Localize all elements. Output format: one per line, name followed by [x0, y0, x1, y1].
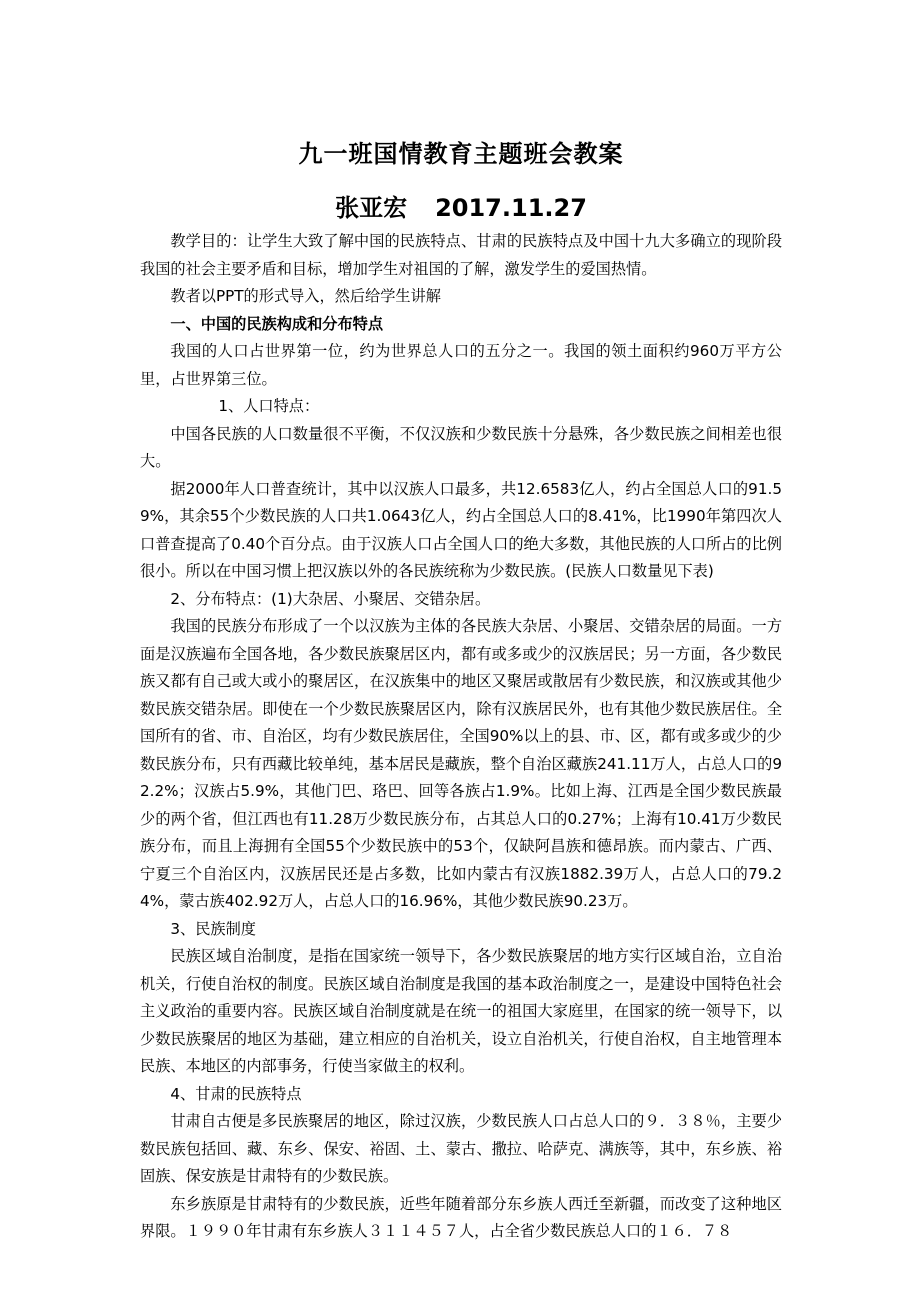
subheading-population: 1、人口特点： — [218, 397, 320, 415]
author-name: 张亚宏 — [335, 194, 408, 222]
body-paragraph: 我国的民族分布形成了一个以汉族为主体的各民族大杂居、小聚居、交错杂居的局面。一方面是汉族遍布全国各地，各少数民族聚居区内，都有或多或少的汉族居民；另一方面，各少数民族又都有自己或大或小的聚居区，在汉族集中的地区又聚居或散居有少数民族，和汉族或其他少数民族交错杂居。即使在一个少数民族聚居区内，除有汉族居民外，也有其他少数民族居住。全国所有的省、市、自治区，均有少数民族居住，全国90%以上的县、市、区，都有或多或少的少数民族分布，只有西藏比较单纯，基本居民是藏族，整个自治区藏族241.11万人，占总人口的92.2%；汉族占5.9%，其他门巴、珞巴、回等各族占1.9%。比如上海、江西是全国少数民族最少的两个省，但江西也有11.28万少数民族分布，占其总人口的0.27%；上海有10.41万少数民族分布，而且上海拥有全国55个少数民族中的53个，仅缺阿昌族和德昂族。而内蒙古、广西、宁夏三个自治区内，汉族居民还是占多数，比如内蒙古有汉族1882.39万人，占总人口的79.24%，蒙古族402.92万人，占总人口的16.96%，其他少数民族90.23万。 — [140, 617, 782, 910]
subheading-gansu: 4、甘肃的民族特点 — [170, 1084, 302, 1103]
body-paragraph: 民族区域自治制度，是指在国家统一领导下，各少数民族聚居的地方实行区域自治，立自治机关，行使自治权的制度。民族区域自治制度是我国的基本政治制度之一，是建设中国特色社会主义政治的重要内容。民族区域自治制度就是在统一的祖国大家庭里，在国家的统一领导下，以少数民族聚居的地区为基础，建立相应的自治机关，设立自治机关，行使自治权，自主地管理本民族、本地区的内部事务，行使当家做主的权利。 — [140, 947, 782, 1075]
body-paragraph: 东乡族原是甘肃特有的少数民族，近些年随着部分东乡族人西迁至新疆，而改变了这种地区界限。１９９０年甘肃有东乡族人３１１４５７人，占全省少数民族总人口的１６．７８ — [140, 1194, 782, 1240]
intro-paragraph: 教者以PPT的形式导入，然后给学生讲解 — [170, 287, 441, 305]
section-heading-1: 一、中国的民族构成和分布特点 — [170, 314, 384, 333]
objective-paragraph: 教学目的：让学生大致了解中国的民族特点、甘肃的民族特点及中国十九大多确立的现阶段我国的社会主要矛盾和目标，增加学生对祖国的了解，激发学生的爱国热情。 — [140, 232, 782, 278]
body-paragraph: 据2000年人口普查统计，其中以汉族人口最多，共12.6583亿人，约占全国总人口的91.59%，其余55个少数民族的人口共1.0643亿人，约占全国总人口的8.41%，比1990年第四次人口普查提高了0.40个百分点。由于汉族人口占全国人口的绝大多数，其他民族的人口所占的比例很小。所以在中国习惯上把汉族以外的各民族统称为少数民族。(民族人口数量见下表) — [140, 479, 782, 580]
body-paragraph: 中国各民族的人口数量很不平衡，不仅汉族和少数民族十分悬殊，各少数民族之间相差也很大。 — [140, 424, 782, 470]
document-title: 九一班国情教育主题班会教案 — [298, 140, 624, 168]
body-paragraph: 我国的人口占世界第一位，约为世界总人口的五分之一。我国的领土面积约960万平方公里，占世界第三位。 — [140, 342, 782, 388]
document-page — [140, 138, 782, 1246]
subheading-ethnic-system: 3、民族制度 — [170, 919, 256, 938]
subheading-distribution: 2、分布特点：(1)大杂居、小聚居、交错杂居。 — [170, 589, 491, 608]
document-date: 2017.11.27 — [435, 194, 587, 222]
body-paragraph: 甘肃自古便是多民族聚居的地区，除过汉族，少数民族人口占总人口的９．３８％，主要少数民族包括回、藏、东乡、保安、裕固、土、蒙古、撒拉、哈萨克、满族等，其中，东乡族、裕固族、保安族是甘肃特有的少数民族。 — [140, 1112, 782, 1185]
author-date-line — [140, 192, 782, 224]
